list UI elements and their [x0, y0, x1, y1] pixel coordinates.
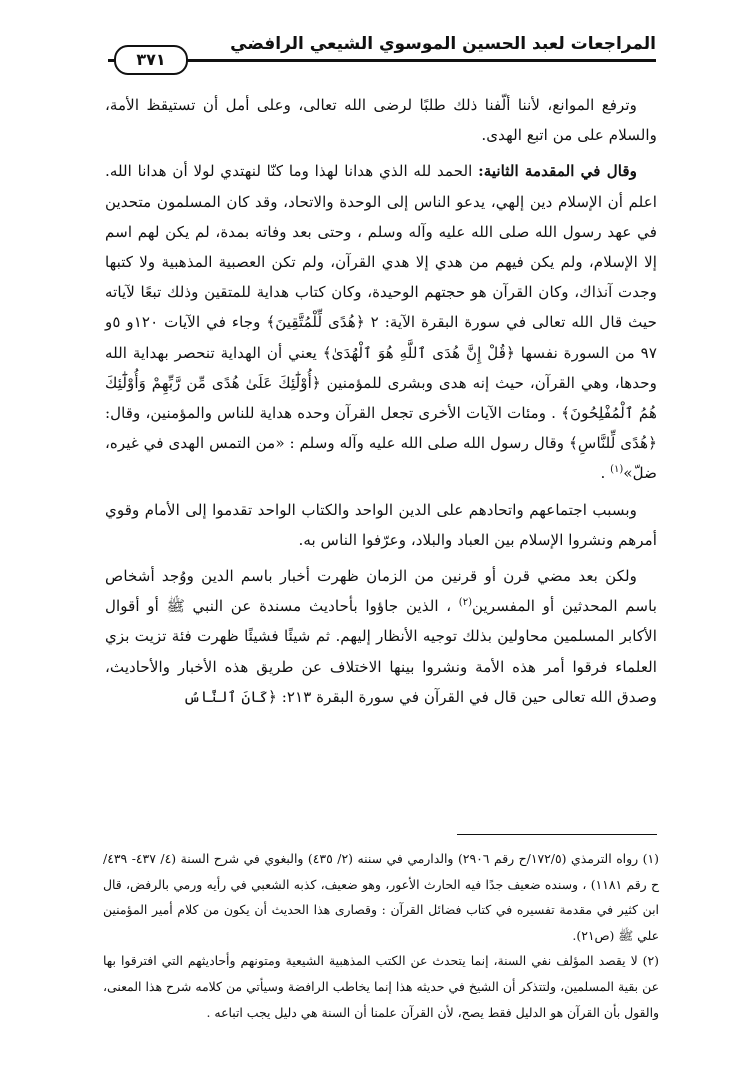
footnote-separator — [457, 834, 657, 835]
running-title: المراجعات لعبد الحسين الموسوي الشيعي الرافضي — [230, 34, 656, 54]
paragraph-lead: وقال في المقدمة الثانية: — [478, 162, 637, 181]
paragraph-part-a: ولكن بعد مضي قرن أو قرنين من الزمان ظهرت أخبار باسم الدين ووُجد أشخاص باسم المحدثين أو المفسرين — [105, 567, 657, 616]
paragraph-intro-end: وترفع الموانع، لأننا ألّفنا ذلك طلبًا لرضى الله تعالى، وعلى أمل أن تستيقظ الأمة، والسلام على من اتبع الهدى. — [105, 96, 657, 145]
paragraph-unity: وبسبب اجتماعهم واتحادهم على الدين الواحد والكتاب الواحد تقدموا إلى الأمام وقوي أمرهم ونشروا الإسلام بين العباد والبلاد، وعرّفوا الناس به. — [105, 500, 657, 549]
paragraph-end: . — [600, 464, 611, 483]
header-rule — [108, 59, 656, 62]
paragraph-second-introduction — [105, 156, 657, 488]
footnote-ref-2: (٢) — [458, 597, 472, 609]
footnote-ref-1: (١) — [610, 464, 624, 476]
main-text — [105, 90, 657, 712]
running-header — [108, 28, 656, 68]
paragraph-division — [105, 561, 657, 712]
footnotes — [103, 846, 659, 1025]
paragraph-body: الحمد لله الذي هدانا لهذا وما كنّا لنهتدي لولا أن هدانا الله. اعلم أن الإسلام دين إلهي، يدعو الناس إلى الوحدة والاتحاد، وقد كان المسلمون متحدين في عهد رسول الله صلى الله عليه وآله وسلم ، وحتى بعد وفاته بمدة، لم يكن لهم اسم إلا الإسلام، ولم يكن فيهم من هدي إلا هدي القرآن، ولم تكن العصبية المذهبية ولا كتبها وجدت آنذاك، وكان القرآن هو حجتهم الوحيدة، وكان كتاب هداية للمتقين وذلك تبعًا لآياته حيث قال الله تعالى في سورة البقرة الآية: ٢ ﴿هُدًى لِّلْمُتَّقِينَ﴾ وجاء في الآيات ١٢٠و ٥و ٩٧ من السورة نفسها ﴿قُلْ إِنَّ هُدَى ٱللَّهِ هُوَ ٱلْهُدَىٰ﴾ يعني أن الهداية تنحصر بهداية الله وحدها، وهي القرآن، حيث إنه هدى وبشرى للمؤمنين ﴿أُوْلَٰٓئِكَ عَلَىٰ هُدًى مِّن رَّبِّهِمْ وَأُوْلَٰٓئِكَ هُمُ ٱلْمُفْلِحُونَ﴾ . ومئات الآيات الأخرى تجعل القرآن وحده هداية للناس والمؤمنين، وقال: ﴿هُدًى لِّلنَّاسِ﴾ وقال رسول الله صلى الله عليه وآله وسلم : «من التمس الهدى في غيره، ضلّ» — [105, 162, 658, 483]
footnote-1: (١) رواه الترمذي (١٧٢/٥/ح رقم ٢٩٠٦) والدارمي في سننه (٢/ ٤٣٥) والبغوي في شرح السنة (٤/ ٤٣٧- ٤٣٩/ ح رقم ١١٨١) ، وسنده ضعيف جدًا فيه الحارث الأعور، وهو ضعيف، كذبه الشعبي في رأيه ورمي بالرفض، قال ابن كثير في مقدمة تفسيره في كتاب فضائل القرآن : وقصارى هذا الحديث أن يكون من كلام أمير المؤمنين علي ﷺ (ص٢١). — [103, 851, 660, 943]
page-number-badge: ٣٧١ — [114, 45, 188, 75]
paragraph-part-b: ، الذين جاؤوا بأحاديث مسندة عن النبي ﷺ أو أقوال الأكابر المسلمين محاولين بذلك توجيه الأنظار إليهم. ثم شيئًا فشيئًا ظهرت فئة تزيت بزي العلماء فرقوا أمر هذه الأمة ونشروا بينها الاختلاف عن طريق هذه الأخبار والأحاديث، وصدق الله تعالى حين قال في القرآن في سورة البقرة ٢١٣: ﴿كَانَ ٱلنَّاسُ — [105, 597, 657, 706]
footnote-2: (٢) لا يقصد المؤلف نفي السنة، إنما يتحدث عن الكتب المذهبية الشيعية ومتونهم وأحاديثهم التي افترقوا بها عن بقية المسلمين، ولتتذكر أن الشيخ في حديثه هذا إنما يخاطب الرافضة وسيأتي من كلامه شرح هذا المعنى، والقول بأن القرآن هو الدليل فقط يصح، لأن القرآن علمنا أن السنة هي دليل يجب اتباعه . — [103, 953, 659, 1020]
